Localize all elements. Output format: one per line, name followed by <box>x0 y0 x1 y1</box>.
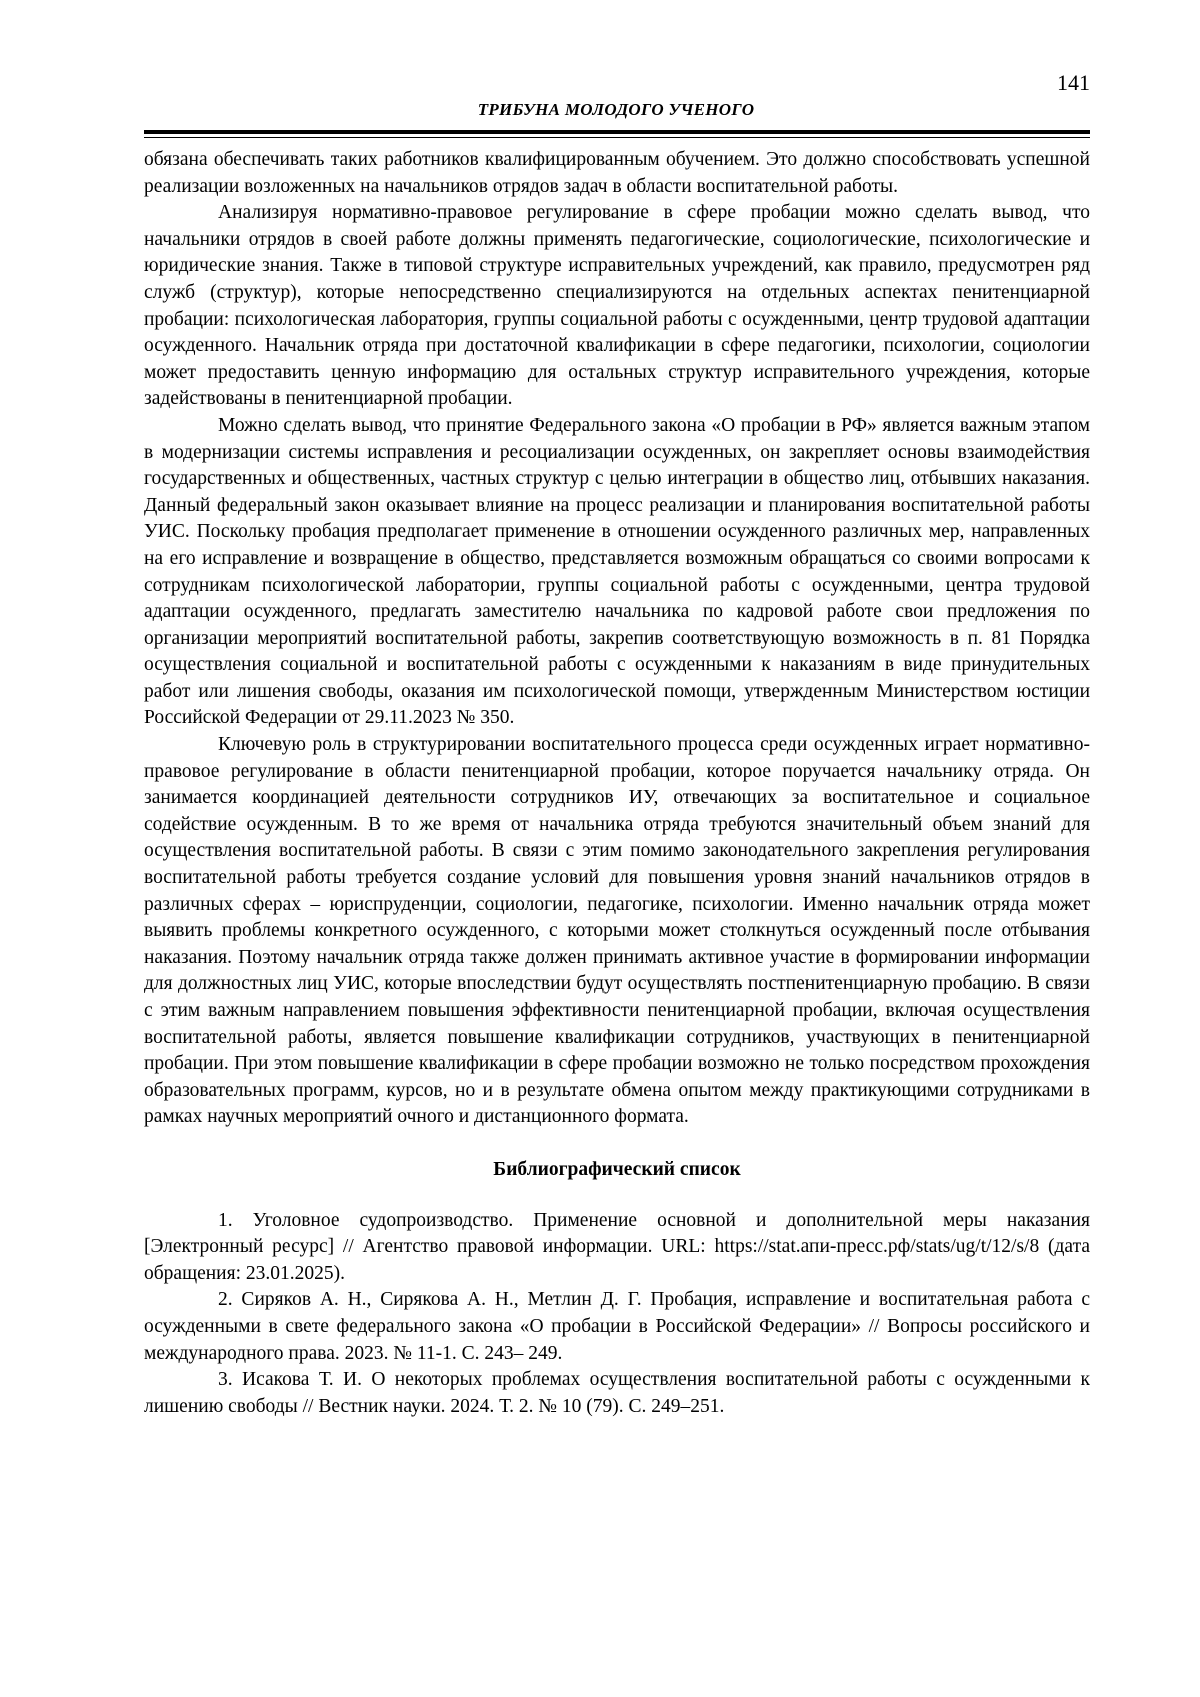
journal-title: ТРИБУНА МОЛОДОГО УЧЕНОГО <box>477 100 755 119</box>
header-rule-thick <box>144 130 1090 134</box>
paragraph: Можно сделать вывод, что принятие Федерального закона «О пробации в РФ» является важным этапом в модернизации системы исправления и ресоциализации осужденных, он закрепляет основы взаимодействия государственных и общественных, частных структур с целью интеграции в общество лиц, отбывших наказания. Данный федеральный закон оказывает влияние на процесс реализации и планирования воспитательной работы УИС. Поскольку пробация предполагает применение в отношении осужденного различных мер, направленных на его исправление и возвращение в общество, представляется возможным обращаться со своими вопросами к сотрудникам психологической лаборатории, группы социальной работы с осужденными, центра трудовой адаптации осужденного, предлагать заместителю начальника по кадровой работе свои предложения по организации мероприятий воспитательной работы, закрепив соответствующую возможность в п. 81 Порядка осуществления социальной и воспитательной работы с осужденными к наказаниям в виде принудительных работ или лишения свободы, оказания им психологической помощи, утвержденным Министерством юстиции Российской Федерации от 29.11.2023 № 350. <box>144 414 1090 729</box>
paragraph: Ключевую роль в структурировании воспитательного процесса среди осужденных играет нормативно-правовое регулирование в области пенитенциарной пробации, которое поручается начальнику отряда. Он занимается координацией деятельности сотрудников ИУ, отвечающих за воспитательное и социальное содействие осужденным. В то же время от начальника отряда требуются значительный объем знаний для осуществления воспитательной работы. В связи с этим помимо законодательного закрепления регулирования воспитательной работы требуется создание условий для повышения уровня знаний начальников отрядов в различных сферах – юриспруденции, социологии, педагогике, психологии. Именно начальник отряда может выявить проблемы конкретного осужденного, с которыми может столкнуться осужденный после отбывания наказания. Поэтому начальник отряда также должен принимать активное участие в формировании информации для должностных лиц УИС, которые впоследствии будут осуществлять постпенитенциарную пробацию. В связи с этим важным направлением повышения эффективности пенитенциарной пробации, включая осуществления воспитательной работы, является повышение квалификации сотрудников, участвующих в пенитенциарной пробации. При этом повышение квалификации в сфере пробации возможно не только посредством прохождения образовательных программ, курсов, но и в результате обмена опытом между практикующими сотрудниками в рамках научных мероприятий очного и дистанционного формата. <box>144 734 1090 1128</box>
article-body <box>144 147 1090 1420</box>
paragraph-continuation: обязана обеспечивать таких работников квалифицированным обучением. Это должно способствовать успешной реализации возложенных на начальников отрядов задач в области воспитательной работы. <box>144 149 1090 197</box>
page-number: 141 <box>1057 70 1090 95</box>
bibliography-heading: Библиографический список <box>493 1158 741 1180</box>
bibliography-item: 2. Сиряков А. Н., Сирякова А. Н., Метлин Д. Г. Пробация, исправление и воспитательная работа с осужденными в свете федерального закона «О пробации в Российской Федерации» // Вопросы российского и международного права. 2023. № 11-1. С. 243– 249. <box>144 1289 1090 1364</box>
header-rule-thin <box>144 137 1090 138</box>
paragraph: Анализируя нормативно-правовое регулирование в сфере пробации можно сделать вывод, что начальники отрядов в своей работе должны применять педагогические, социологические, психологические и юридические знания. Также в типовой структуре исправительных учреждений, как правило, предусмотрен ряд служб (структур), которые непосредственно специализируются на отдельных аспектах пенитенциарной пробации: психологическая лаборатория, группы социальной работы с осужденными, центр трудовой адаптации осужденного. Начальник отряда при достаточной квалификации в сфере педагогики, психологии, социологии может предоставить ценную информацию для остальных структур исправительного учреждения, которые задействованы в пенитенциарной пробации. <box>144 202 1090 410</box>
bibliography-item: 1. Уголовное судопроизводство. Применение основной и дополнительной меры наказания [Электронный ресурс] // Агентство правовой информации. URL: https://stat.апи-пресс.рф/stats/ug/t/12/s/8 (дата обращения: 23.01.2025). <box>144 1209 1090 1284</box>
bibliography-item: 3. Исакова Т. И. О некоторых проблемах осуществления воспитательной работы с осужденными к лишению свободы // Вестник науки. 2024. Т. 2. № 10 (79). С. 249–251. <box>144 1369 1090 1417</box>
